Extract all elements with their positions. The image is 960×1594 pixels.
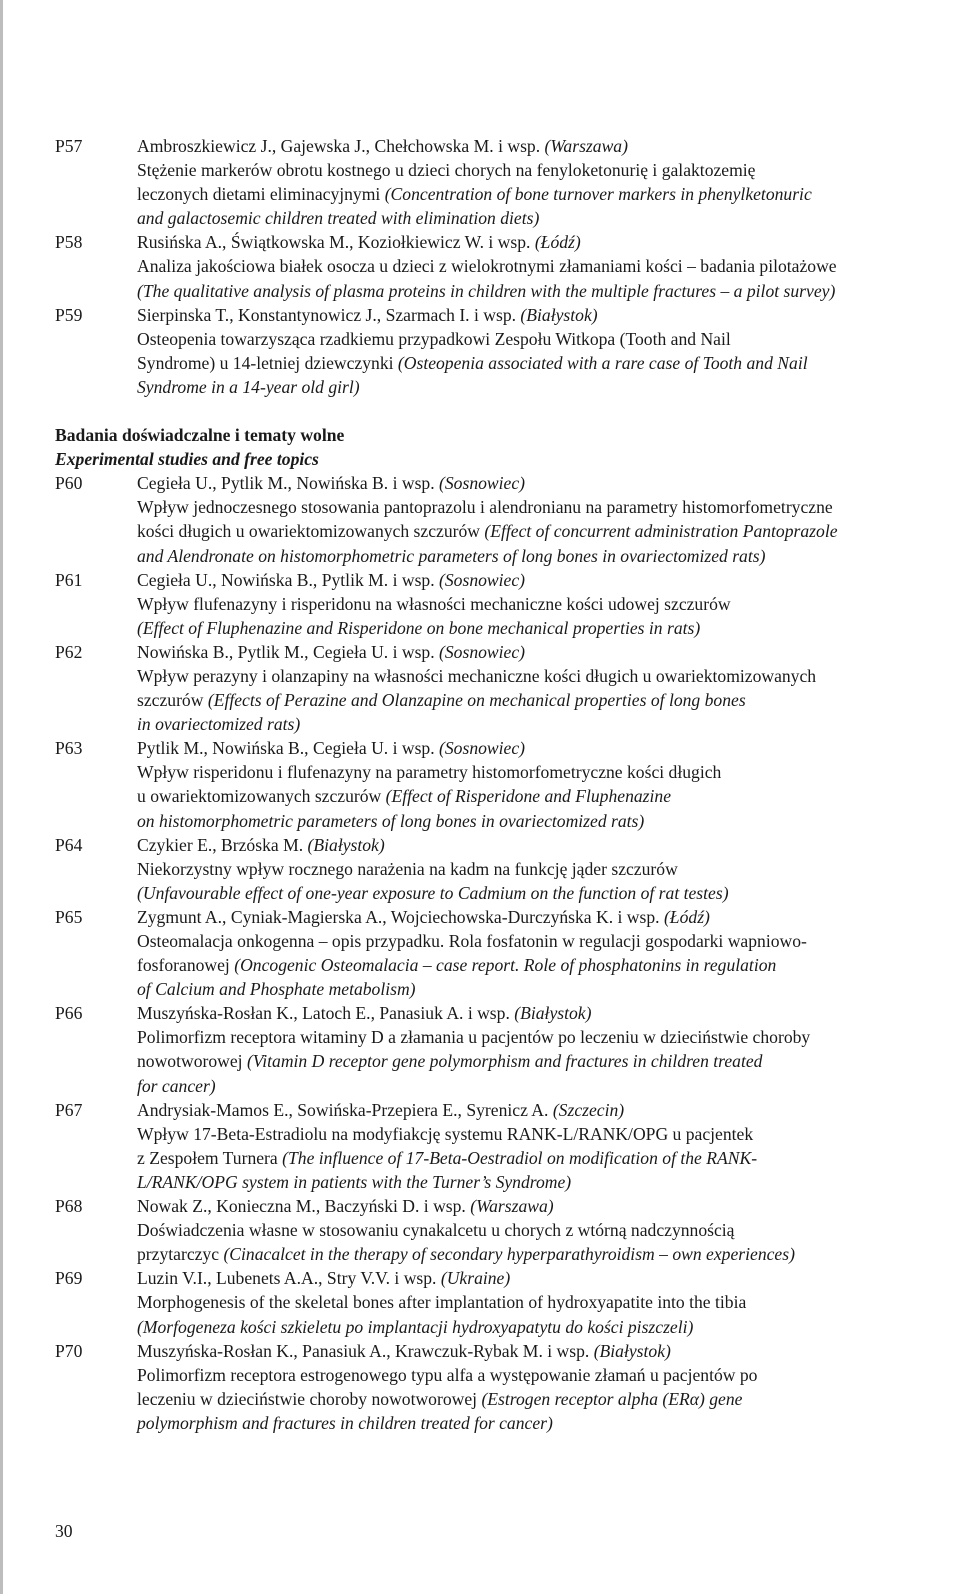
abstract-code: P70 <box>55 1340 83 1361</box>
abstract-text-italic: (Sosnowiec) <box>439 473 526 494</box>
abstract-line <box>137 375 950 399</box>
abstract-line <box>137 1266 950 1290</box>
abstract-code: P59 <box>55 304 83 325</box>
abstract-line <box>137 857 950 881</box>
abstract-text: Cegieła U., Pytlik M., Nowińska B. i wsp. <box>137 473 440 494</box>
abstract-entry <box>55 471 950 567</box>
abstract-text: Pytlik M., Nowińska B., Cegieła U. i wsp. <box>137 738 440 759</box>
abstract-text: Osteopenia towarzysząca rzadkiemu przypadkowi Zespołu Witkopa (Tooth and Nail <box>137 328 731 349</box>
abstract-text-italic: (Estrogen receptor alpha (ERα) gene <box>481 1388 743 1409</box>
abstract-text-italic: (Łódź) <box>534 232 581 253</box>
abstract-body <box>137 568 950 640</box>
abstract-line <box>137 254 950 278</box>
page-number: 30 <box>55 1521 73 1541</box>
abstract-text: Andrysiak-Mamos E., Sowińska-Przepiera E., Syrenicz A. <box>137 1099 553 1120</box>
abstract-text-italic: Syndrome in a 14-year old girl) <box>137 376 360 397</box>
abstract-text: leczonych dietami eliminacyjnymi <box>137 184 385 205</box>
abstract-text: Muszyńska-Rosłan K., Panasiuk A., Krawczuk-Rybak M. i wsp. <box>137 1340 594 1361</box>
abstract-line <box>137 471 950 495</box>
abstract-text: Ambroszkiewicz J., Gajewska J., Chełchowska M. i wsp. <box>137 136 545 156</box>
abstract-list <box>55 134 950 1435</box>
abstract-body <box>137 736 950 832</box>
section-heading <box>55 423 950 471</box>
abstract-entry <box>55 905 950 1001</box>
abstract-line <box>137 1025 950 1049</box>
abstract-entry <box>55 303 950 399</box>
abstract-line <box>137 519 950 543</box>
abstract-line <box>137 688 950 712</box>
abstract-entry <box>55 833 950 905</box>
abstract-text: Doświadczenia własne w stosowaniu cynakalcetu u chorych z wtórną nadczynnością <box>137 1220 735 1241</box>
abstract-text-italic: (Effect of Risperidone and Fluphenazine <box>385 786 672 807</box>
section-subtitle: Experimental studies and free topics <box>55 449 319 470</box>
abstract-code: P60 <box>55 473 83 494</box>
abstract-line <box>137 1074 950 1098</box>
abstract-text: Syndrome) u 14-letniej dziewczynki <box>137 352 398 373</box>
abstract-text: Zygmunt A., Cyniak-Magierska A., Wojciechowska-Durczyńska K. i wsp. <box>137 906 664 927</box>
abstract-text: Luzin V.I., Lubenets A.A., Stry V.V. i wsp. <box>137 1268 441 1289</box>
abstract-text-italic: (Szczecin) <box>552 1099 625 1120</box>
abstract-line <box>137 833 950 857</box>
abstract-code: P64 <box>55 834 83 855</box>
abstract-text-italic: (Łódź) <box>663 906 710 927</box>
abstract-body <box>137 303 950 399</box>
abstract-code: P58 <box>55 232 83 253</box>
abstract-text: Czykier E., Brzóska M. <box>137 834 308 855</box>
abstract-line <box>137 1218 950 1242</box>
abstract-text-italic: for cancer) <box>137 1075 216 1096</box>
abstract-text-italic: (Białystok) <box>307 834 385 855</box>
abstract-text: Rusińska A., Świątkowska M., Koziołkiewicz W. i wsp. <box>137 232 535 253</box>
abstract-line <box>137 905 950 929</box>
abstract-text: Wpływ perazyny i olanzapiny na własności mechaniczne kości długich u owariektomizowanych <box>137 665 817 686</box>
abstract-text: Niekorzystny wpływ rocznego narażenia na kadm na funkcję jąder szczurów <box>137 858 678 879</box>
abstract-code: P65 <box>55 906 83 927</box>
abstract-text-italic: (Concentration of bone turnover markers in phenylketonuric <box>384 184 812 205</box>
abstract-text-italic: (Vitamin D receptor gene polymorphism and fractures in children treated <box>246 1051 763 1072</box>
abstract-text: Cegieła U., Nowińska B., Pytlik M. i wsp. <box>137 569 440 590</box>
abstract-text-italic: (Sosnowiec) <box>439 738 526 759</box>
abstract-entry <box>55 1098 950 1194</box>
abstract-line <box>137 182 950 206</box>
abstract-text: Stężenie markerów obrotu kostnego u dzieci chorych na fenyloketonurię i galaktozemię <box>137 160 756 181</box>
abstract-text-italic: of Calcium and Phosphate metabolism) <box>137 979 416 1000</box>
abstract-line <box>137 568 950 592</box>
abstract-body <box>137 134 950 230</box>
abstract-text-italic: (Morfogeneza kości szkieletu po implantacji hydroxyapatytu do kości piszczeli) <box>137 1316 694 1337</box>
entries-group-clinical <box>55 134 950 399</box>
abstract-line <box>137 1170 950 1194</box>
abstract-line <box>137 736 950 760</box>
abstract-text: przytarczyc <box>137 1244 224 1265</box>
abstract-text-italic: (Białystok) <box>520 304 598 325</box>
abstract-code: P68 <box>55 1196 83 1217</box>
abstract-text: Nowińska B., Pytlik M., Cegieła U. i wsp. <box>137 641 440 662</box>
abstract-text-italic: (Warszawa) <box>544 136 628 156</box>
abstract-line <box>137 977 950 1001</box>
abstract-line <box>137 592 950 616</box>
abstract-line <box>137 1363 950 1387</box>
abstract-text-italic: (Unfavourable effect of one-year exposure to Cadmium on the function of rat testes) <box>137 882 729 903</box>
abstract-line <box>137 158 950 182</box>
abstract-text-italic: (Effect of Fluphenazine and Risperidone on bone mechanical properties in rats) <box>137 617 701 638</box>
abstract-body <box>137 471 950 567</box>
abstract-text: szczurów <box>137 690 208 711</box>
abstract-line <box>137 303 950 327</box>
abstract-line <box>137 1049 950 1073</box>
abstract-line <box>137 953 950 977</box>
abstract-text: leczeniu w dzieciństwie choroby nowotworowej <box>137 1388 482 1409</box>
abstract-entry <box>55 230 950 302</box>
page-edge-rule <box>0 0 3 1594</box>
abstract-text: Wpływ jednoczesnego stosowania pantoprazolu i alendronianu na parametry histomorfometryczne <box>137 497 833 518</box>
abstract-text: kości długich u owariektomizowanych szczurów <box>137 521 485 542</box>
abstract-line <box>137 1001 950 1025</box>
abstract-line <box>137 616 950 640</box>
abstract-text: fosforanowej <box>137 955 235 976</box>
entries-group-experimental <box>55 471 950 1435</box>
abstract-line <box>137 1411 950 1435</box>
abstract-entry <box>55 1001 950 1097</box>
abstract-line <box>137 544 950 568</box>
abstract-line <box>137 1146 950 1170</box>
abstract-entry <box>55 1339 950 1435</box>
abstract-line <box>137 809 950 833</box>
abstract-line <box>137 712 950 736</box>
abstract-text: z Zespołem Turnera <box>137 1147 283 1168</box>
abstract-text: Wpływ flufenazyny i risperidonu na własności mechaniczne kości udowej szczurów <box>137 593 731 614</box>
abstract-text: u owariektomizowanych szczurów <box>137 786 386 807</box>
abstract-body <box>137 1194 950 1266</box>
abstract-text: Osteomalacja onkogenna – opis przypadku. Rola fosfatonin w regulacji gospodarki wapniowo- <box>137 931 807 951</box>
abstract-line <box>137 664 950 688</box>
abstract-line <box>137 1339 950 1363</box>
abstract-line <box>137 1242 950 1266</box>
abstract-line <box>137 1122 950 1146</box>
abstract-text: nowotworowej <box>137 1051 247 1072</box>
abstract-entry <box>55 736 950 832</box>
abstract-line <box>137 929 950 953</box>
abstract-line <box>137 1194 950 1218</box>
abstract-entry <box>55 568 950 640</box>
abstract-text-italic: (Cinacalcet in the therapy of secondary hyperparathyroidism – own experiences) <box>223 1244 795 1265</box>
abstract-text: Wpływ 17-Beta-Estradiolu na modyfiakcję systemu RANK-L/RANK/OPG u pacjentek <box>137 1123 754 1144</box>
abstract-body <box>137 833 950 905</box>
abstract-body <box>137 1266 950 1338</box>
abstract-text: Morphogenesis of the skeletal bones after implantation of hydroxyapatite into the tibia <box>137 1292 747 1313</box>
abstract-text-italic: (Effect of concurrent administration Pantoprazole <box>484 521 838 542</box>
abstract-line <box>137 279 950 303</box>
abstract-line <box>137 206 950 230</box>
abstract-line <box>137 1098 950 1122</box>
abstract-line <box>137 230 950 254</box>
abstract-text-italic: (Białystok) <box>514 1003 592 1024</box>
abstract-body <box>137 1339 950 1435</box>
abstract-body <box>137 640 950 736</box>
abstract-text-italic: L/RANK/OPG system in patients with the Turner’s Syndrome) <box>137 1171 572 1192</box>
abstract-text-italic: (Białystok) <box>593 1340 671 1361</box>
abstract-entry <box>55 1266 950 1338</box>
section-title: Badania doświadczalne i tematy wolne <box>55 425 345 446</box>
abstract-line <box>137 1315 950 1339</box>
abstract-line <box>137 351 950 375</box>
abstract-code: P61 <box>55 569 83 590</box>
abstract-body <box>137 905 950 1001</box>
abstract-body <box>137 1001 950 1097</box>
abstract-line <box>137 784 950 808</box>
abstract-code: P63 <box>55 738 83 759</box>
abstract-code: P62 <box>55 641 83 662</box>
abstract-text: Polimorfizm receptora estrogenowego typu alfa a występowanie złamań u pacjentów po <box>137 1364 758 1385</box>
abstract-text-italic: polymorphism and fractures in children treated for cancer) <box>137 1412 553 1433</box>
abstract-text: Sierpinska T., Konstantynowicz J., Szarmach I. i wsp. <box>137 304 521 325</box>
abstract-line <box>137 134 950 158</box>
abstract-text-italic: (Sosnowiec) <box>439 569 526 590</box>
abstract-entry <box>55 640 950 736</box>
abstract-line <box>137 1387 950 1411</box>
abstract-line <box>137 760 950 784</box>
abstract-line <box>137 495 950 519</box>
abstract-text-italic: (Sosnowiec) <box>439 641 526 662</box>
abstract-text-italic: (Effects of Perazine and Olanzapine on mechanical properties of long bones <box>207 690 746 711</box>
abstract-text-italic: (Ukraine) <box>440 1268 511 1289</box>
abstract-text-italic: in ovariectomized rats) <box>137 714 301 735</box>
abstract-body <box>137 230 950 302</box>
abstract-line <box>137 640 950 664</box>
abstract-text-italic: (The influence of 17-Beta-Oestradiol on modification of the RANK- <box>282 1147 758 1168</box>
abstract-text-italic: (The qualitative analysis of plasma proteins in children with the multiple fractures – a pilot survey) <box>137 280 836 301</box>
abstract-text-italic: (Warszawa) <box>470 1196 554 1217</box>
abstract-code: P57 <box>55 136 83 156</box>
abstract-text-italic: on histomorphometric parameters of long bones in ovariectomized rats) <box>137 810 645 831</box>
abstract-text-italic: (Osteopenia associated with a rare case of Tooth and Nail <box>397 352 808 373</box>
abstract-text: Polimorfizm receptora witaminy D a złamania u pacjentów po leczeniu w dzieciństwie choroby <box>137 1027 811 1048</box>
abstract-entry <box>55 134 950 230</box>
abstract-text: Nowak Z., Konieczna M., Baczyński D. i wsp. <box>137 1196 471 1217</box>
abstract-text: Analiza jakościowa białek osocza u dzieci z wielokrotnymi złamaniami kości – badania pilotażowe <box>137 256 837 277</box>
abstract-code: P69 <box>55 1268 83 1289</box>
abstract-line <box>137 1290 950 1314</box>
abstract-text-italic: and galactosemic children treated with elimination diets) <box>137 208 540 229</box>
abstract-line <box>137 327 950 351</box>
abstract-body <box>137 1098 950 1194</box>
abstract-code: P67 <box>55 1099 83 1120</box>
abstract-text: Muszyńska-Rosłan K., Latoch E., Panasiuk A. i wsp. <box>137 1003 515 1024</box>
abstract-line <box>137 881 950 905</box>
abstract-text-italic: (Oncogenic Osteomalacia – case report. Role of phosphatonins in regulation <box>234 955 777 976</box>
abstract-code: P66 <box>55 1003 83 1024</box>
abstract-text: Wpływ risperidonu i flufenazyny na parametry histomorfometryczne kości długich <box>137 762 722 783</box>
abstract-text-italic: and Alendronate on histomorphometric parameters of long bones in ovariectomized rats) <box>137 545 766 566</box>
abstract-entry <box>55 1194 950 1266</box>
